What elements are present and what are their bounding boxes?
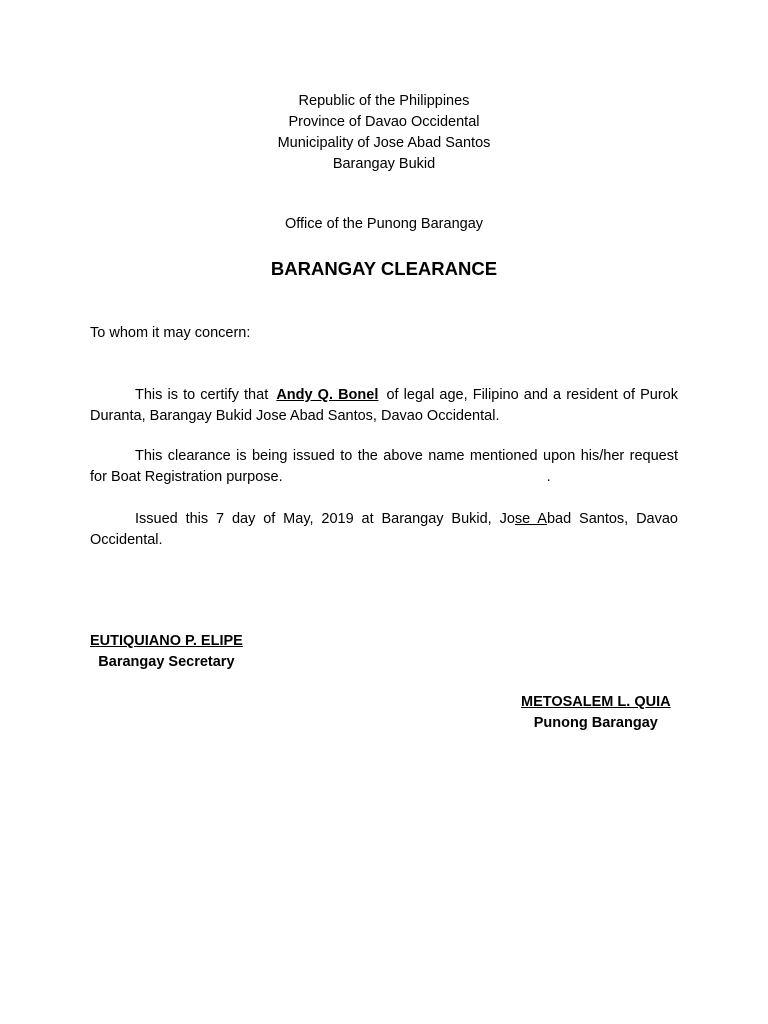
salutation: To whom it may concern: — [90, 325, 251, 341]
document-title: BARANGAY CLEARANCE — [270, 258, 498, 279]
office-line: Office of the Punong Barangay — [284, 216, 484, 232]
certification-paragraph — [90, 385, 678, 427]
secretary-name: EUTIQUIANO P. ELIPE — [90, 633, 243, 649]
header-province: Province of Davao Occidental — [288, 114, 480, 130]
punong-barangay-name: METOSALEM L. QUIA — [521, 694, 671, 710]
p3-lead-text: Issued this 7 day of May, 2019 at Barangay Bukid, Jo — [135, 511, 515, 527]
p2-trailing-dot: . — [546, 469, 551, 485]
issued-paragraph — [90, 509, 678, 551]
p3-rest-text: bad Santos, Davao Occidental. — [90, 511, 678, 548]
resident-name: Andy Q. Bonel — [276, 387, 379, 403]
p2-text: This clearance is being issued to the above name mentioned upon his/her request for Boat Registration purpose. — [90, 448, 678, 485]
secretary-position: Barangay Secretary — [98, 654, 235, 670]
p1-lead-text: This is to certify that — [135, 387, 274, 403]
p3-underlined-text: se A — [514, 511, 547, 527]
header-barangay: Barangay Bukid — [332, 156, 436, 172]
signatory-secretary — [90, 631, 243, 673]
punong-barangay-position: Punong Barangay — [533, 715, 658, 731]
purpose-paragraph — [90, 446, 678, 488]
p1-rest-text: of legal age, Filipino and a resident of Purok Duranta, Barangay Bukid Jose Abad Santos, Davao Occidental. — [90, 387, 678, 424]
header-republic: Republic of the Philippines — [298, 93, 470, 109]
header-municipality: Municipality of Jose Abad Santos — [277, 135, 491, 151]
signatory-punong-barangay — [521, 692, 671, 734]
document-header — [0, 91, 768, 175]
